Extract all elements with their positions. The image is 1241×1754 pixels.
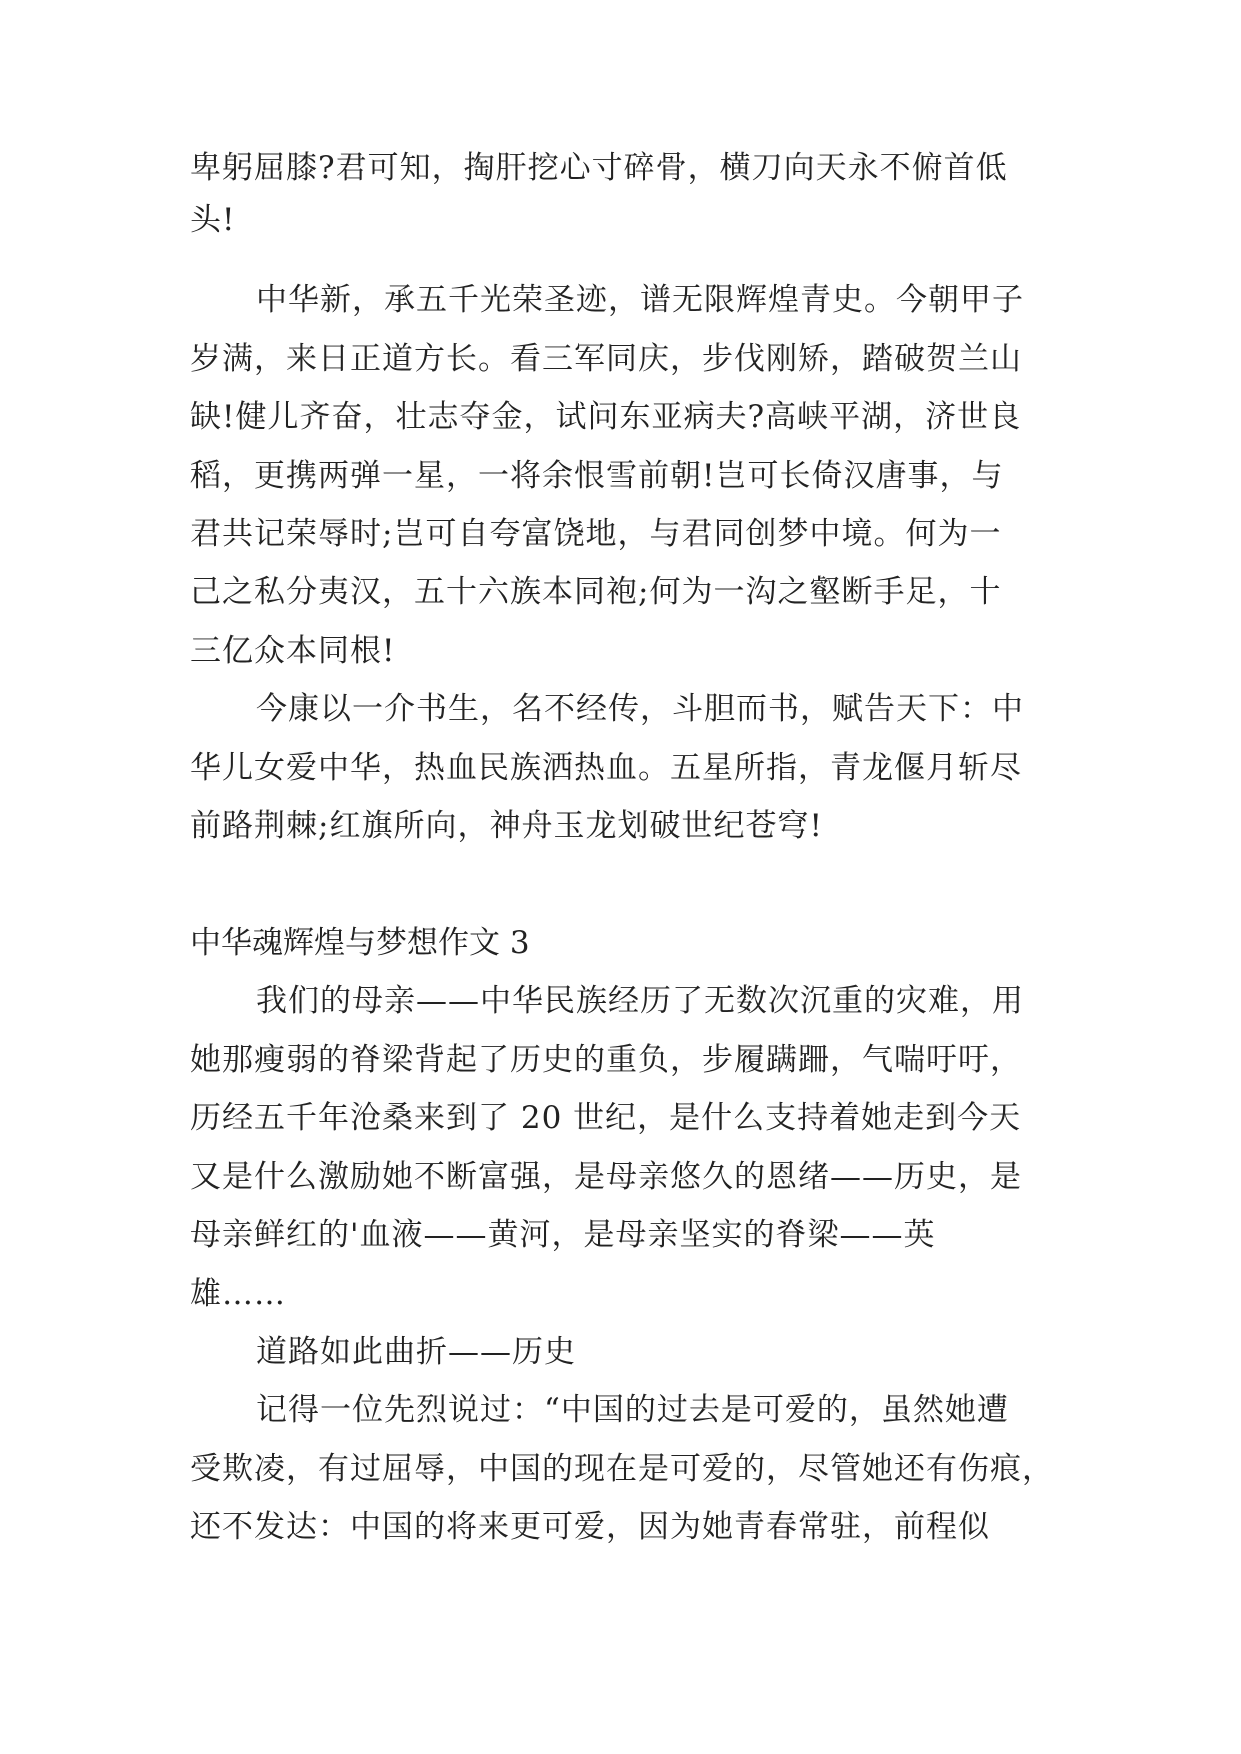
text-line: 稻，更携两弹一星，一将余恨雪前朝!岂可长倚汉唐事，与 <box>190 458 1004 494</box>
paragraph-start: 记得一位先烈说过：“中国的过去是可爱的，虽然她遭 <box>256 1392 1009 1428</box>
text-line: 卑躬屈膝?君可知，掏肝挖心寸碎骨，横刀向天永不俯首低 <box>190 150 1008 186</box>
text-line: 缺!健儿齐奋，壮志夺金，试问东亚病夫?高峡平湖，济世良 <box>190 399 1022 435</box>
text-line: 雄…… <box>190 1276 286 1312</box>
paragraph-start: 今康以一介书生，名不经传，斗胆而书，赋告天下：中 <box>256 691 1024 727</box>
section-heading: 中华魂辉煌与梦想作文 3 <box>190 925 530 961</box>
text-line: 历经五千年沧桑来到了 20 世纪，是什么支持着她走到今天 <box>190 1100 1022 1136</box>
text-line: 三亿众本同根! <box>190 633 396 669</box>
paragraph-start: 中华新，承五千光荣圣迹，谱无限辉煌青史。今朝甲子 <box>256 282 1024 318</box>
text-line: 己之私分夷汉，五十六族本同袍;何为一沟之壑断手足，十 <box>190 574 1002 610</box>
text-line: 华儿女爱中华，热血民族洒热血。五星所指，青龙偃月斩尽 <box>190 750 1022 786</box>
text-line: 岁满，来日正道方长。看三军同庆，步伐刚矫，踏破贺兰山 <box>190 341 1022 377</box>
text-line: 前路荆棘;红旗所向，神舟玉龙划破世纪苍穹! <box>190 808 823 844</box>
text-line: 还不发达：中国的将来更可爱，因为她青春常驻，前程似 <box>190 1509 990 1545</box>
text-line: 受欺凌，有过屈辱，中国的现在是可爱的，尽管她还有伤痕， <box>190 1451 1054 1487</box>
text-line: 君共记荣辱时;岂可自夸富饶地，与君同创梦中境。何为一 <box>190 516 1002 552</box>
paragraph-start: 我们的母亲——中华民族经历了无数次沉重的灾难，用 <box>256 983 1024 1019</box>
text-line: 她那瘦弱的脊梁背起了历史的重负，步履蹒跚，气喘吁吁， <box>190 1042 1022 1078</box>
text-line: 母亲鲜红的'血液——黄河，是母亲坚实的脊梁——英 <box>190 1217 936 1253</box>
text-line: 又是什么激励她不断富强，是母亲悠久的恩绪——历史，是 <box>190 1159 1022 1195</box>
text-line: 头! <box>190 202 236 238</box>
paragraph-start: 道路如此曲折——历史 <box>256 1334 576 1370</box>
